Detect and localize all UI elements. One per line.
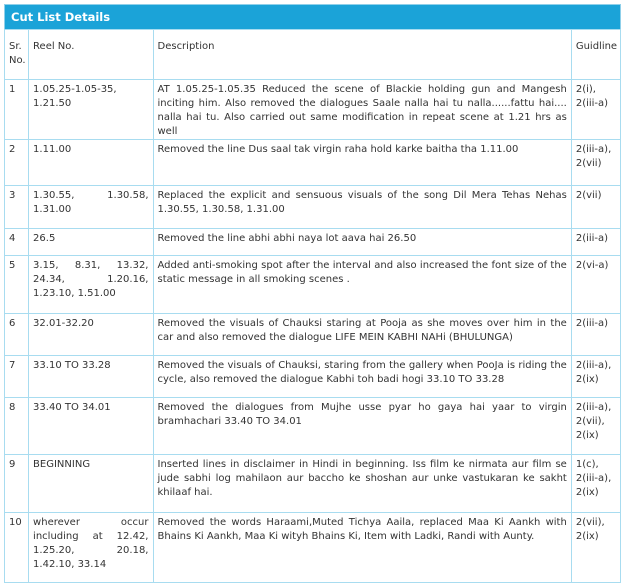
cell-description: Removed the words Haraami,Muted Tichya Aaila, replaced Maa Ki Aankh with Bhains Ki Aankh, Maa Ki wityh Bhains Ki, Item with Ladki, Randi with Aunty. — [153, 513, 571, 583]
cell-reel-no: 33.40 TO 34.01 — [29, 398, 153, 455]
cell-guideline: 2(vi-a) — [571, 256, 620, 314]
cell-reel-no: 26.5 — [29, 229, 153, 256]
cell-guideline: 2(iii-a), 2(ix) — [571, 356, 620, 398]
cut-list-table — [4, 29, 621, 583]
cell-description: Added anti-smoking spot after the interval and also increased the font size of the static message in all smoking scenes . — [153, 256, 571, 314]
cell-guideline: 2(iii-a), 2(vii), 2(ix) — [571, 398, 620, 455]
cell-sr-no: 7 — [5, 356, 29, 398]
cell-sr-no: 6 — [5, 314, 29, 356]
cell-sr-no: 4 — [5, 229, 29, 256]
table-row — [5, 229, 621, 256]
cell-description: Replaced the explicit and sensuous visuals of the song Dil Mera Tehas Nehas 1.30.55, 1.30.58, 1.31.00 — [153, 186, 571, 229]
table-row — [5, 513, 621, 583]
cell-reel-no: 1.30.55, 1.30.58, 1.31.00 — [29, 186, 153, 229]
cell-description: Removed the visuals of Chauksi, staring from the gallery when PooJa is riding the cycle, also removed the dialogue Kabhi toh badi hogi 33.10 TO 33.28 — [153, 356, 571, 398]
cell-description: Removed the dialogues from Mujhe usse pyar ho gaya hai yaar to virgin bramhachari 33.40 TO 34.01 — [153, 398, 571, 455]
table-row — [5, 80, 621, 140]
header-sr-no: Sr. No. — [5, 30, 29, 80]
cut-list-panel — [4, 4, 621, 583]
cell-reel-no: 1.05.25-1.05-35, 1.21.50 — [29, 80, 153, 140]
table-row — [5, 398, 621, 455]
cell-sr-no: 3 — [5, 186, 29, 229]
cell-reel-no: wherever occur including at 12.42, 1.25.20, 20.18, 1.42.10, 33.14 — [29, 513, 153, 583]
header-description: Description — [153, 30, 571, 80]
cell-description: AT 1.05.25-1.05.35 Reduced the scene of Blackie holding gun and Mangesh inciting him. Also removed the dialogues Saale nalla hai tu nalla......fattu hai.... nalla hai tu. Also carried out same modification in repeat scene at 1.21 hrs as well — [153, 80, 571, 140]
header-row — [5, 30, 621, 80]
cell-sr-no: 1 — [5, 80, 29, 140]
cell-reel-no: 33.10 TO 33.28 — [29, 356, 153, 398]
cell-guideline: 2(iii-a) — [571, 314, 620, 356]
cell-reel-no: BEGINNING — [29, 455, 153, 513]
cell-guideline: 2(vii), 2(ix) — [571, 513, 620, 583]
cell-sr-no: 10 — [5, 513, 29, 583]
panel-title: Cut List Details — [4, 4, 621, 29]
cell-sr-no: 2 — [5, 140, 29, 186]
cell-description: Removed the visuals of Chauksi staring at Pooja as she moves over him in the car and also removed the dialogue LIFE MEIN KABHI NAHi (BHULUNGA) — [153, 314, 571, 356]
cell-guideline: 1(c), 2(iii-a), 2(ix) — [571, 455, 620, 513]
header-reel-no: Reel No. — [29, 30, 153, 80]
cell-description: Removed the line Dus saal tak virgin raha hold karke baitha tha 1.11.00 — [153, 140, 571, 186]
cell-description: Removed the line abhi abhi naya lot aava hai 26.50 — [153, 229, 571, 256]
cell-guideline: 2(i), 2(iii-a) — [571, 80, 620, 140]
cell-guideline: 2(iii-a), 2(vii) — [571, 140, 620, 186]
table-row — [5, 140, 621, 186]
table-row — [5, 356, 621, 398]
table-row — [5, 455, 621, 513]
cell-guideline: 2(vii) — [571, 186, 620, 229]
cell-reel-no: 32.01-32.20 — [29, 314, 153, 356]
cell-sr-no: 5 — [5, 256, 29, 314]
table-row — [5, 314, 621, 356]
cell-reel-no: 3.15, 8.31, 13.32, 24.34, 1.20.16, 1.23.10, 1.51.00 — [29, 256, 153, 314]
cell-sr-no: 8 — [5, 398, 29, 455]
cell-reel-no: 1.11.00 — [29, 140, 153, 186]
cell-sr-no: 9 — [5, 455, 29, 513]
table-row — [5, 256, 621, 314]
header-guideline: Guidline — [571, 30, 620, 80]
cell-guideline: 2(iii-a) — [571, 229, 620, 256]
cell-description: Inserted lines in disclaimer in Hindi in beginning. Iss film ke nirmata aur film se jude sabhi log mahilaon aur baccho ke shoshan aur unke vastukaran ke sakht khilaaf hai. — [153, 455, 571, 513]
table-row — [5, 186, 621, 229]
